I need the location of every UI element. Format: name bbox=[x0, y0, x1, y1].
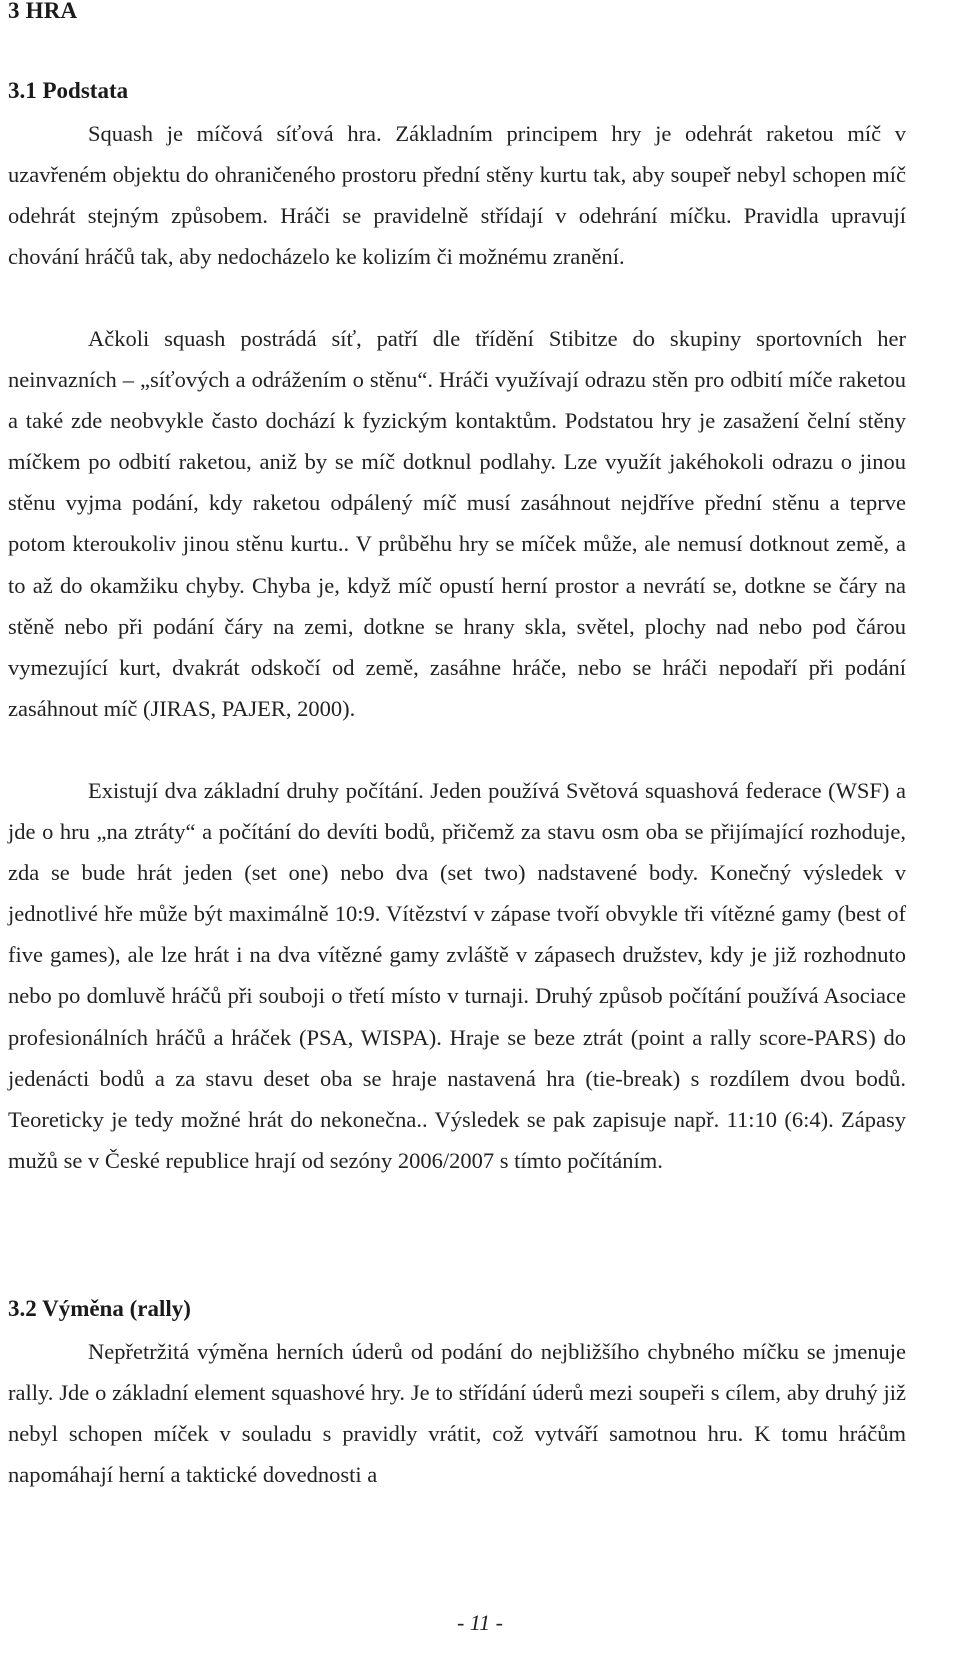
section-title-podstata: 3.1 Podstata bbox=[8, 78, 129, 103]
chapter-title: 3 HRA bbox=[8, 0, 78, 23]
paragraph-podstata-3: Existují dva základní druhy počítání. Jeden používá Světová squashová federace (WSF) a jde o hru „na ztráty“ a počítání do devíti bodů, přičemž za stavu osm oba se přijímající rozhoduje, zda se bude hrát jeden (set one) nebo dva (set two) nadstavené body. Konečný výsledek v jednotlivé hře může být maximálně 10:9. Vítězství v zápase tvoří obvykle tři vítězné gamy (best of five games), ale lze hrát i na dva vítězné gamy zvláště v zápasech družstev, kdy je již rozhodnuto nebo po domluvě hráčů při souboji o třetí místo v turnaji. Druhý způsob počítání používá Asociace profesionálních hráčů a hráček (PSA, WISPA). Hraje se beze ztrát (point a rally score-PARS) do jedenácti bodů a za stavu deset oba se hraje nastavená hra (tie-break) s rozdílem dvou bodů. Teoreticky je tedy možné hrát do nekonečna.. Výsledek se pak zapisuje např. 11:10 (6:4). Zápasy mužů se v České republice hrají od sezóny 2006/2007 s tímto počítáním. bbox=[8, 778, 906, 1173]
paragraph-podstata-1: Squash je míčová síťová hra. Základním principem hry je odehrát raketou míč v uzavřeném objektu do ohraničeného prostoru přední stěny kurtu tak, aby soupeř nebyl schopen míč odehrát stejným způsobem. Hráči se pravidelně střídají v odehrání míčku. Pravidla upravují chování hráčů tak, aby nedocházelo ke kolizím či možnému zranění. bbox=[8, 121, 906, 270]
page-number: - 11 - bbox=[456, 1610, 504, 1635]
paragraph-podstata-2: Ačkoli squash postrádá síť, patří dle třídění Stibitze do skupiny sportovních her neinvazních – „síťových a odrážením o stěnu“. Hráči využívají odrazu stěn pro odbití míče raketou a také zde neobvykle často dochází k fyzickým kontaktům. Podstatou hry je zasažení čelní stěny míčkem po odbití raketou, aniž by se míč dotknul podlahy. Lze využít jakéhokoli odrazu o jinou stěnu vyjma podání, kdy raketou odpálený míč musí zasáhnout nejdříve přední stěnu a teprve potom kteroukoliv jinou stěnu kurtu.. V průběhu hry se míček může, ale nemusí dotknout země, a to až do okamžiku chyby. Chyba je, když míč opustí herní prostor a nevrátí se, dotkne se čáry na stěně nebo při podání čáry na zemi, dotkne se hrany skla, světel, plochy nad nebo pod čárou vymezující kurt, dvakrát odskočí od země, zasáhne hráče, nebo se hráči nepodaří při podání zasáhnout míč (JIRAS, PAJER, 2000). bbox=[8, 326, 906, 721]
paragraph-vymena-1: Nepřetržitá výměna herních úderů od podání do nejbližšího chybného míčku se jmenuje rally. Jde o základní element squashové hry. Je to střídání úderů mezi soupeři s cílem, aby druhý již nebyl schopen míček v souladu s pravidly vrátit, což vytváří samotnou hru. K tomu hráčům napomáhají herní a taktické dovednosti a bbox=[8, 1339, 906, 1488]
section-title-vymena: 3.2 Výměna (rally) bbox=[8, 1296, 191, 1321]
